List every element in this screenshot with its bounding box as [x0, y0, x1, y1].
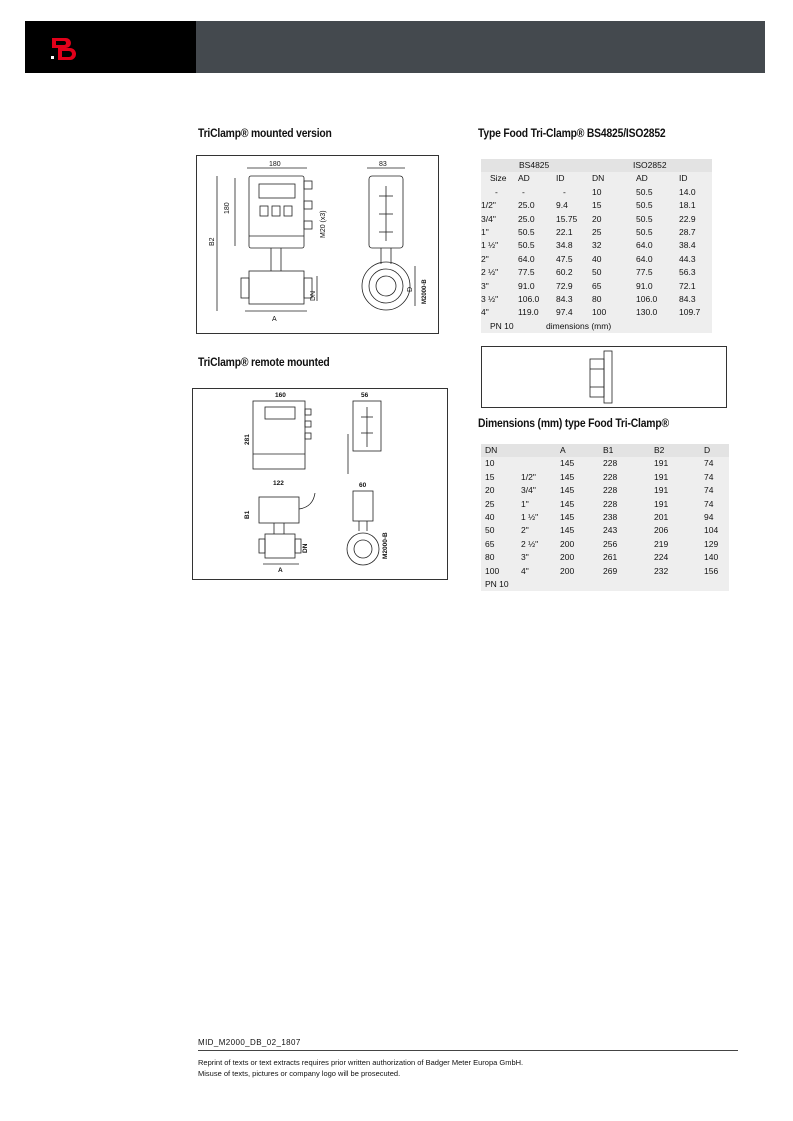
table-row [481, 524, 729, 537]
table-cell: 256 [603, 538, 618, 549]
table-cell: 74 [704, 485, 714, 496]
table-cell: 20 [485, 485, 495, 496]
table-cell: 50 [592, 267, 602, 278]
table-cell: 74 [704, 498, 714, 509]
header-ad: AD [518, 173, 530, 184]
table-cell: 243 [603, 525, 618, 536]
table-footer-row [481, 320, 712, 333]
table-cell: 22.9 [679, 213, 696, 224]
table-cell: 2" [521, 525, 529, 536]
dim-header-b1: B1 [603, 445, 614, 455]
table-cell: 44.3 [679, 253, 696, 264]
table-cell: 50 [485, 525, 495, 536]
dim-label-b2: B2 [209, 237, 216, 246]
table-cell: 15 [485, 471, 495, 482]
dim-footer-pn: PN 10 [485, 579, 509, 589]
table-cell: - [522, 186, 525, 197]
table-cell: 72.1 [679, 280, 696, 291]
remote-dim-dn: DN [302, 543, 309, 553]
table-cell: 109.7 [679, 307, 701, 318]
dim-label-a: A [272, 316, 277, 323]
table-cell: 191 [654, 498, 669, 509]
table-cell: 3" [521, 552, 529, 563]
dim-label-dn: DN [310, 290, 317, 301]
table-cell: 65 [485, 538, 495, 549]
table-cell: 191 [654, 485, 669, 496]
table-cell: 3" [481, 280, 489, 291]
header-id: ID [556, 173, 565, 184]
table-cell: 22.1 [556, 227, 573, 237]
section-title-triclamp-mounted: TriClamp® mounted version [198, 128, 332, 140]
table-cell: 50.5 [636, 200, 653, 211]
group-bs4825: BS4825 [519, 160, 550, 170]
table-cell: 1 ½" [521, 512, 539, 522]
table-cell: 1/2" [521, 471, 536, 482]
table-cell: 224 [654, 552, 669, 563]
dim-label-m20: M20 (x3) [320, 210, 327, 238]
table-cell: 100 [485, 565, 500, 576]
table-row [481, 280, 712, 293]
table-cell: 145 [560, 458, 575, 469]
header-ad-iso: AD [636, 173, 648, 184]
table-cell: 34.8 [556, 240, 573, 251]
table-cell: 232 [654, 565, 669, 576]
table-cell: 28.7 [679, 227, 696, 237]
table-cell: 91.0 [636, 280, 653, 291]
table-header-row [481, 172, 712, 185]
table-row [481, 199, 712, 212]
table-cell: 4" [521, 565, 529, 576]
table-row [481, 239, 712, 252]
table-cell: 201 [654, 512, 669, 522]
table-row [481, 253, 712, 266]
table-cell: 3/4" [521, 485, 536, 496]
clamp-profile-svg [482, 347, 726, 407]
table-row [481, 213, 712, 226]
table-cell: 80 [485, 552, 495, 563]
table-cell: 84.3 [679, 294, 696, 304]
table-cell: 200 [560, 565, 575, 576]
table-cell: 4" [481, 307, 489, 318]
table-cell: 228 [603, 498, 618, 509]
table-cell: 25 [592, 227, 602, 237]
table-cell: 77.5 [518, 267, 535, 278]
table-cell: 145 [560, 471, 575, 482]
dim-header-d: D [704, 445, 711, 455]
table-row [481, 293, 712, 306]
table-cell: 106.0 [636, 294, 658, 304]
table-cell: 56.3 [679, 267, 696, 278]
table-cell: 145 [560, 525, 575, 536]
table-cell: 206 [654, 525, 669, 536]
table-cell: 25.0 [518, 200, 535, 211]
table-cell: 25.0 [518, 213, 535, 224]
table-cell: 38.4 [679, 240, 696, 251]
table-cell: 261 [603, 552, 618, 563]
table-cell: 238 [603, 512, 618, 522]
table-row [481, 511, 729, 524]
table-cell: 10 [485, 458, 495, 469]
table-cell: 91.0 [518, 280, 535, 291]
table-cell: 191 [654, 471, 669, 482]
table-cell: 9.4 [556, 200, 568, 211]
dim-header-row [481, 444, 729, 457]
table-row [481, 538, 729, 551]
table-cell: 10 [592, 186, 602, 197]
table-group-header-row [481, 159, 712, 172]
table-row [481, 551, 729, 564]
table-cell: 15.75 [556, 213, 578, 224]
table-cell: 200 [560, 538, 575, 549]
table-cell: 74 [704, 458, 714, 469]
footer-dimensions: dimensions (mm) [546, 320, 612, 331]
table-cell: 72.9 [556, 280, 573, 291]
table-cell: - [563, 186, 566, 197]
header-dn: DN [592, 173, 605, 184]
table-cell: 100 [592, 307, 607, 318]
remote-dim-model: M2000-B [382, 532, 389, 559]
dim-label-180-side: 180 [224, 202, 231, 214]
table-cell: 60.2 [556, 267, 573, 278]
table-row [481, 471, 729, 484]
table-cell: 3/4" [481, 213, 496, 224]
table-cell: 14.0 [679, 186, 696, 197]
table-cell: 104 [704, 525, 719, 536]
table-cell: 145 [560, 512, 575, 522]
drawing-mounted-version [196, 155, 439, 334]
dim-header-dn: DN [485, 445, 498, 455]
table-cell: 50.5 [518, 227, 535, 237]
dim-header-b2: B2 [654, 445, 665, 455]
section-title-dimensions-food: Dimensions (mm) type Food Tri-Clamp® [478, 418, 669, 430]
table-row [481, 565, 729, 578]
table-cell: 228 [603, 458, 618, 469]
table-cell: 64.0 [518, 253, 535, 264]
header-id-iso: ID [679, 173, 688, 184]
document-code: MID_M2000_DB_02_1807 [198, 1038, 301, 1047]
table-cell: 156 [704, 565, 719, 576]
group-iso2852: ISO2852 [633, 160, 667, 170]
table-row [481, 226, 712, 239]
table-cell: 50.5 [518, 240, 535, 251]
clamp-profile-drawing [481, 346, 727, 408]
table-cell: 97.4 [556, 307, 573, 318]
dim-label-model: M2000-B [422, 279, 428, 304]
remote-dim-281: 281 [244, 434, 251, 445]
table-cell: 191 [654, 458, 669, 469]
drawing-remote-mounted [192, 388, 448, 580]
table-cell: 1 ½" [481, 240, 499, 251]
dim-header-a: A [560, 445, 566, 455]
footer-divider [198, 1050, 738, 1051]
table-cell: 50.5 [636, 213, 653, 224]
table-cell: 50.5 [636, 227, 653, 237]
table-cell: 2 ½" [521, 538, 539, 549]
table-row [481, 186, 712, 199]
table-cell: 77.5 [636, 267, 653, 278]
table-cell: 1/2" [481, 200, 496, 211]
table-cell: 84.3 [556, 294, 573, 304]
table-cell: 32 [592, 240, 602, 251]
dimensions-table [481, 444, 729, 591]
table-row [481, 457, 729, 470]
header-size: Size [490, 173, 507, 184]
table-row [481, 498, 729, 511]
table-cell: 80 [592, 294, 602, 304]
table-cell: 1" [481, 227, 489, 237]
table-cell: 145 [560, 498, 575, 509]
remote-drawing-svg [193, 389, 447, 579]
table-cell: 47.5 [556, 253, 573, 264]
table-cell: 94 [704, 512, 714, 522]
food-type-table [481, 159, 712, 333]
remote-dim-160: 160 [275, 392, 286, 399]
table-row [481, 266, 712, 279]
section-title-food-type: Type Food Tri-Clamp® BS4825/ISO2852 [478, 128, 666, 140]
table-cell: 1" [521, 498, 529, 509]
mounted-drawing-svg [197, 156, 438, 333]
footer-legal-line2: Misuse of texts, pictures or company logo will be prosecuted. [198, 1069, 401, 1078]
table-row [481, 306, 712, 319]
table-cell: 15 [592, 200, 602, 211]
table-cell: 219 [654, 538, 669, 549]
table-row [481, 484, 729, 497]
table-cell: 65 [592, 280, 602, 291]
table-cell: 18.1 [679, 200, 696, 211]
remote-dim-b1: B1 [244, 510, 251, 519]
table-cell: 119.0 [518, 307, 539, 318]
table-cell: 140 [704, 552, 719, 563]
table-cell: 40 [485, 512, 495, 522]
table-cell: 145 [560, 485, 575, 496]
section-title-triclamp-remote: TriClamp® remote mounted [198, 357, 330, 369]
table-cell: 2 ½" [481, 267, 499, 278]
table-cell: 228 [603, 471, 618, 482]
table-cell: 200 [560, 552, 575, 563]
dim-label-180-top: 180 [269, 161, 281, 168]
table-cell: 74 [704, 471, 714, 482]
dim-label-d: D [407, 286, 414, 292]
table-cell: 50.5 [636, 186, 653, 197]
table-cell: 106.0 [518, 294, 540, 304]
remote-dim-a: A [278, 567, 283, 574]
table-cell: 64.0 [636, 253, 653, 264]
footer-legal [198, 1057, 523, 1079]
footer-pn: PN 10 [490, 320, 514, 331]
remote-dim-122: 122 [273, 480, 284, 487]
footer-legal-line1: Reprint of texts or text extracts requires prior written authorization of Badger Meter Europa GmbH. [198, 1058, 524, 1067]
table-cell: 64.0 [636, 240, 653, 251]
table-cell: 269 [603, 565, 618, 576]
table-cell: - [495, 186, 498, 197]
table-cell: 25 [485, 498, 495, 509]
table-cell: 3 ½" [481, 294, 499, 304]
dim-label-83: 83 [379, 161, 387, 168]
table-cell: 20 [592, 213, 602, 224]
remote-dim-60: 60 [359, 482, 367, 489]
table-cell: 129 [704, 538, 719, 549]
remote-dim-56: 56 [361, 392, 369, 399]
company-logo-icon [50, 36, 78, 62]
table-cell: 40 [592, 253, 602, 264]
table-cell: 130.0 [636, 307, 658, 318]
table-cell: 2" [481, 253, 489, 264]
table-cell: 228 [603, 485, 618, 496]
dim-footer-row [481, 578, 729, 591]
